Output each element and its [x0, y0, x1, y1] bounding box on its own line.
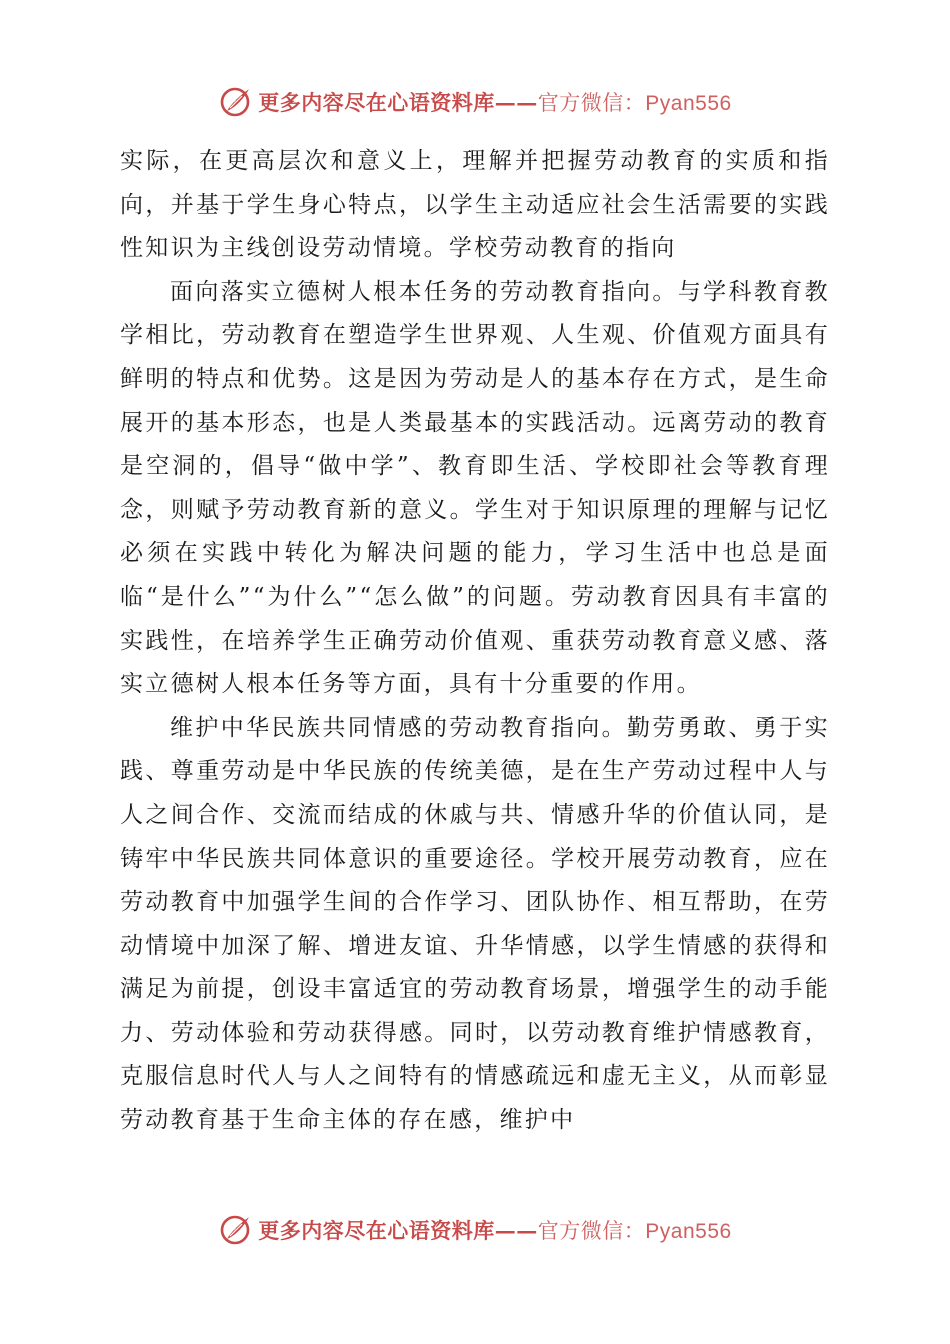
header-wechat-label: 官方微信：	[537, 91, 646, 115]
footer-brand-text: 更多内容尽在心语资料库——	[258, 1218, 538, 1243]
header-banner	[0, 82, 950, 122]
footer-brand	[258, 1215, 731, 1245]
header-brand	[258, 87, 731, 117]
footer-wechat-id: Pyan556	[645, 1220, 732, 1243]
quill-logo-icon	[218, 84, 254, 120]
paragraph-continuation: 实际，在更高层次和意义上，理解并把握劳动教育的实质和指向，并基于学生身心特点，以学生主动适应社会生活需要的实践性知识为主线创设劳动情境。学校劳动教育的指向	[120, 148, 830, 262]
header-brand-text: 更多内容尽在心语资料库——	[258, 90, 538, 115]
header-wechat-id: Pyan556	[645, 92, 732, 115]
paragraph-labor-education-emotion: 维护中华民族共同情感的劳动教育指向。勤劳勇敢、勇于实践、尊重劳动是中华民族的传统美德，是在生产劳动过程中人与人之间合作、交流而结成的休戚与共、情感升华的价值认同，是铸牢中华民族共同体意识的重要途径。学校开展劳动教育，应在劳动教育中加强学生间的合作学习、团队协作、相互帮助，在劳动情境中加深了解、增进友谊、升华情感，以学生情感的获得和满足为前提，创设丰富适宜的劳动教育场景，增强学生的动手能力、劳动体验和劳动获得感。同时，以劳动教育维护情感教育，克服信息时代人与人之间特有的情感疏远和虚无主义，从而彰显劳动教育基于生命主体的存在感，维护中	[120, 714, 830, 1134]
footer-banner	[0, 1210, 950, 1250]
document-body	[120, 140, 830, 1143]
quill-logo-icon	[218, 1212, 254, 1248]
footer-wechat-label: 官方微信：	[537, 1219, 646, 1243]
paragraph-labor-education-moral: 面向落实立德树人根本任务的劳动教育指向。与学科教育教学相比，劳动教育在塑造学生世界观、人生观、价值观方面具有鲜明的特点和优势。这是因为劳动是人的基本存在方式，是生命展开的基本形态，也是人类最基本的实践活动。远离劳动的教育是空洞的，倡导“做中学”、教育即生活、学校即社会等教育理念，则赋予劳动教育新的意义。学生对于知识原理的理解与记忆必须在实践中转化为解决问题的能力，学习生活中也总是面临“是什么”“为什么”“怎么做”的问题。劳动教育因具有丰富的实践性，在培养学生正确劳动价值观、重获劳动教育意义感、落实立德树人根本任务等方面，具有十分重要的作用。	[120, 278, 830, 698]
